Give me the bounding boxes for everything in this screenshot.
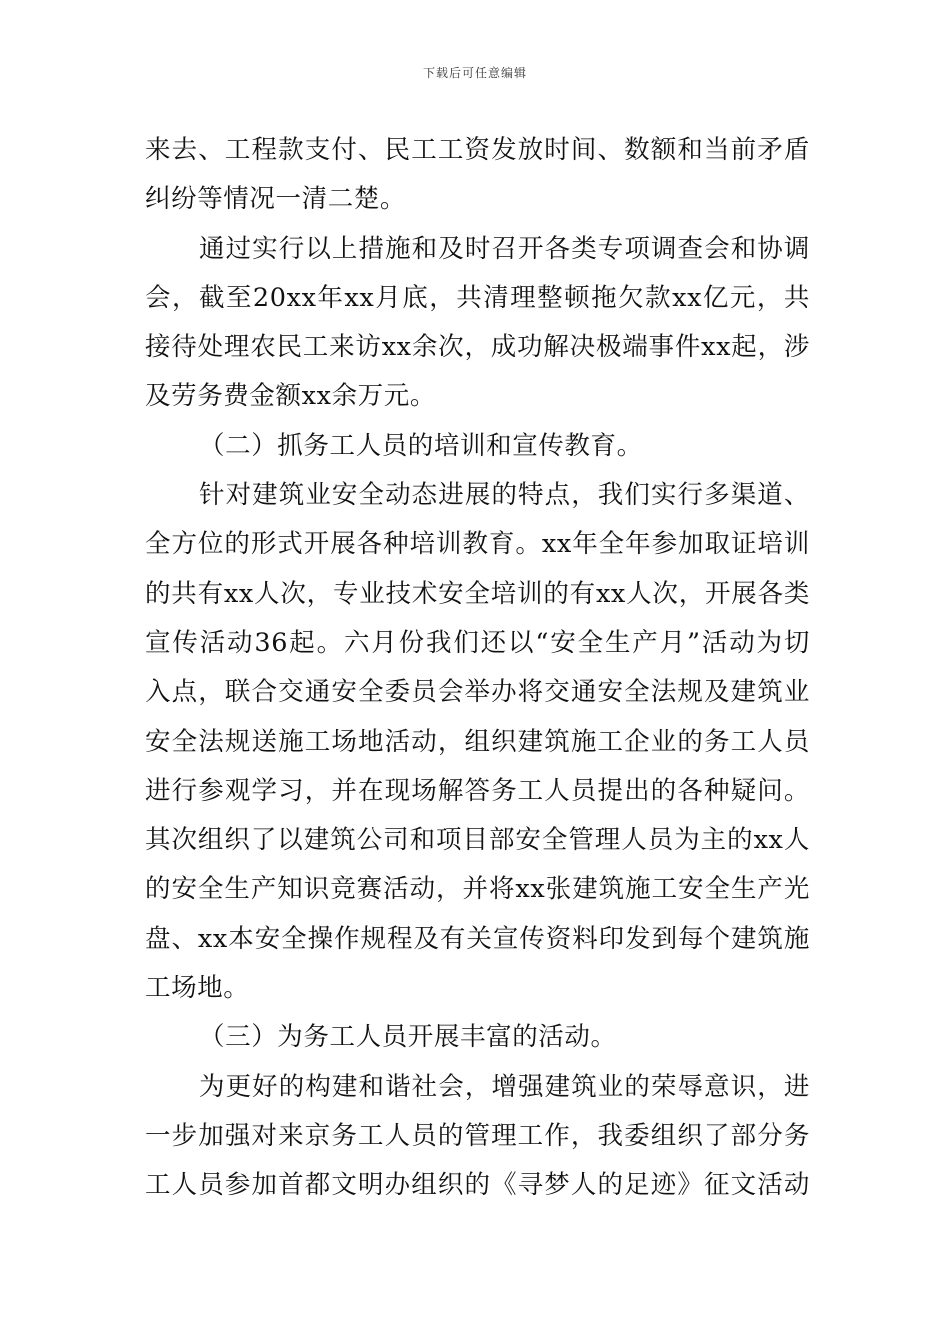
text-line: 及劳务费金额xx余万元。 — [145, 381, 436, 412]
text-line: 会，截至20xx年xx月底，共清理整顿拖欠款xx亿元，共 — [145, 282, 810, 313]
text-line: 入点，联合交通安全委员会举办将交通安全法规及建筑业 — [145, 677, 810, 708]
text-line: 的共有xx人次，专业技术安全培训的有xx人次，开展各类 — [145, 578, 810, 609]
text-line: 通过实行以上措施和及时召开各类专项调查会和协调 — [199, 233, 810, 264]
text-line: 工人员参加首都文明办组织的《寻梦人的足迹》征文活动 — [145, 1170, 810, 1201]
text-line: 宣传活动36起。六月份我们还以“安全生产月”活动为切 — [145, 627, 810, 658]
text-line: 的安全生产知识竞赛活动，并将xx张建筑施工安全生产光 — [145, 874, 810, 905]
text-line: 安全法规送施工场地活动，组织建筑施工企业的务工人员 — [145, 726, 810, 757]
text-line: 进行参观学习，并在现场解答务工人员提出的各种疑问。 — [145, 775, 810, 806]
text-line: 其次组织了以建筑公司和项目部安全管理人员为主的xx人 — [145, 825, 810, 856]
text-line: 工场地。 — [145, 973, 250, 1004]
text-line: 为更好的构建和谐社会，增强建筑业的荣辱意识，进 — [199, 1071, 810, 1102]
text-line: 纠纷等情况一清二楚。 — [145, 184, 407, 215]
text-line: 盘、xx本安全操作规程及有关宣传资料印发到每个建筑施 — [145, 923, 810, 954]
text-line: 全方位的形式开展各种培训教育。xx年全年参加取证培训 — [145, 529, 810, 560]
section-heading: （三）为务工人员开展丰富的活动。 — [199, 1022, 617, 1053]
section-heading: （二）抓务工人员的培训和宣传教育。 — [199, 430, 643, 461]
text-line: 一步加强对来京务工人员的管理工作，我委组织了部分务 — [145, 1120, 810, 1151]
document-body — [145, 126, 810, 1211]
text-line: 针对建筑业安全动态进展的特点，我们实行多渠道、 — [199, 480, 810, 511]
text-line: 来去、工程款支付、民工工资发放时间、数额和当前矛盾 — [145, 135, 810, 165]
page-header: 下载后可任意编辑 — [422, 66, 527, 80]
text-line: 接待处理农民工来访xx余次，成功解决极端事件xx起，涉 — [145, 332, 810, 363]
